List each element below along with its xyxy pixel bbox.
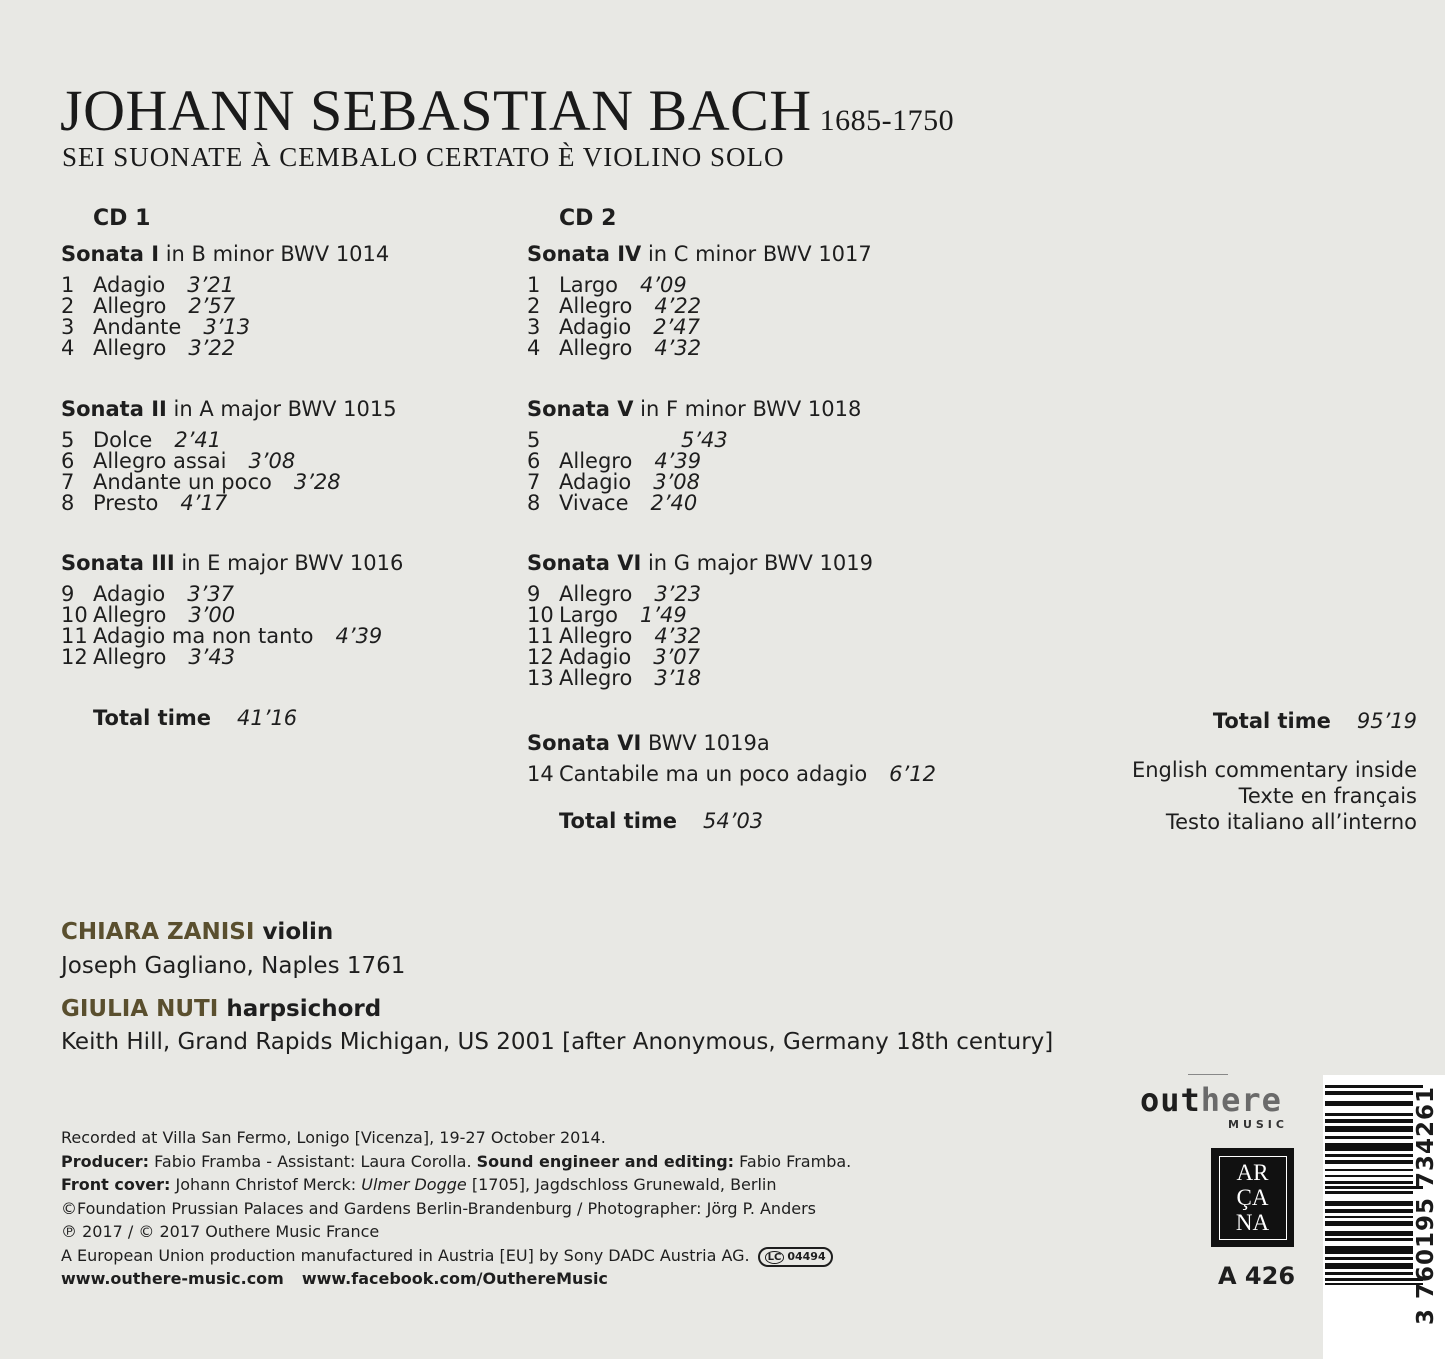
track-number: 4 [527,336,541,360]
track-number: 11 [61,624,88,648]
track-number: 9 [61,582,75,606]
track-duration: 3’13 [203,315,251,339]
track-title: Adagio [559,470,632,494]
credits-block [61,1126,851,1291]
track-title: Allegro [559,449,633,473]
music-label: MUSIC [1228,1118,1288,1131]
arcana-logo [1213,1150,1292,1245]
sound-value: Fabio Framba. [734,1151,852,1171]
logo-line [1188,1074,1228,1075]
track-row [527,296,701,317]
track-row [527,626,701,647]
cover-rest: [1705], Jagdschloss Grunewald, Berlin [466,1175,777,1194]
track-row [527,451,728,472]
track-title: Allegro [93,645,167,669]
track-row [61,605,382,626]
facebook-link[interactable]: www.facebook.com/OuthereMusic [301,1269,608,1288]
track-number: 9 [527,582,541,606]
track-title: Andante un poco [93,470,272,494]
track-row [527,317,701,338]
track-row [61,472,341,493]
track-duration: 2’57 [188,294,236,318]
sonata-name: Sonata VI [527,551,642,575]
track-row [527,275,701,296]
sonata-heading [61,399,397,420]
track-duration: 3’28 [293,470,341,494]
track-row [527,668,701,689]
sonata-detail: in E major BWV 1016 [174,551,404,575]
track-title: Allegro [93,603,167,627]
track-number: 6 [527,449,541,473]
track-title: Presto [93,491,159,515]
instrument-detail: Keith Hill, Grand Rapids Michigan, US 2001 [after Anonymous, Germany 18th century] [61,1029,1054,1055]
sonata-name: Sonata I [61,242,160,266]
track-duration: 4’39 [654,449,702,473]
track-number: 6 [61,449,75,473]
sonata-name: Sonata III [61,551,175,575]
label-code-badge [758,1247,833,1267]
sonata-name: Sonata V [527,397,634,421]
sonata-heading [527,733,770,754]
performer-instrument: violin [262,919,334,945]
barcode [1323,1075,1445,1359]
sonata-detail: in F minor BWV 1018 [633,397,862,421]
track-duration: 3’37 [187,582,234,606]
track-title: Adagio [93,582,166,606]
track-list [61,584,382,668]
track-title: Largo [559,273,619,297]
track-title: Allegro assai [93,449,227,473]
track-number: 2 [61,294,75,318]
track-title: Vivace [559,491,629,515]
track-title: Allegro [93,294,167,318]
track-row [527,493,728,514]
track-duration: 2’47 [653,315,700,339]
track-list [527,275,701,359]
track-duration: 3’43 [188,645,236,669]
track-row [61,338,250,359]
manufacture-line [61,1244,851,1268]
logo-part: out [1140,1081,1201,1119]
total-value: 54’03 [703,809,764,833]
track-title: Allegro [559,666,633,690]
arcana-line: AR [1236,1160,1269,1185]
language-notes [1132,757,1417,835]
track-row [527,430,728,451]
performer-name: CHIARA ZANISI [61,919,255,945]
track-row [61,275,250,296]
producer-line [61,1150,851,1174]
track-list [527,430,728,514]
track-duration: 1’49 [640,603,687,627]
track-title: Adagio [559,645,632,669]
performer-2 [61,998,381,1021]
track-duration: 4’22 [654,294,702,318]
track-title: Adagio [93,273,166,297]
track-row [61,317,250,338]
producer-value: Fabio Framba - Assistant: Laura Corolla. [149,1151,477,1171]
track-number: 2 [527,294,541,318]
track-row [527,764,936,785]
instrument-detail: Joseph Gagliano, Naples 1761 [61,953,406,979]
language-note: English commentary inside [1131,758,1417,782]
track-duration: 3’18 [654,666,702,690]
recording-info: Recorded at Villa San Fermo, Lonigo [Vicenza], 19-27 October 2014. [61,1128,606,1147]
lc-icon: LC [765,1251,785,1264]
cd2-heading: CD 2 [559,206,617,231]
outhere-logo [1140,1081,1282,1119]
track-title: Allegro [559,624,633,648]
track-number: 3 [61,315,75,339]
total-value: 41’16 [237,706,298,730]
cover-artist: Johann Christof Merck: [170,1175,362,1194]
track-title: Allegro [559,294,633,318]
track-title: Allegro [93,336,167,360]
track-duration: 5’43 [681,428,728,452]
logo-part: here [1200,1081,1282,1119]
track-title: Largo [559,603,619,627]
sonata-name: Sonata IV [527,242,642,266]
catalog-number: A 426 [1218,1262,1296,1290]
track-duration: 2’40 [650,491,698,515]
sonata-detail: in A major BWV 1015 [166,397,397,421]
website-link[interactable]: www.outhere-music.com [61,1269,284,1288]
track-duration: 3’22 [188,336,236,360]
total-value: 95’19 [1356,709,1417,733]
track-number: 11 [527,624,554,648]
language-note: Testo italiano all’interno [1165,810,1417,834]
track-duration: 2’41 [174,428,222,452]
track-number: 7 [61,470,75,494]
sonata-detail: in G major BWV 1019 [641,551,873,575]
cd2-total-time [559,811,763,832]
track-number: 12 [527,645,554,669]
track-title: Allegro [559,582,633,606]
track-number: 4 [61,336,75,360]
cd1-total-time [93,708,297,729]
track-row [527,338,701,359]
arcana-line: NA [1235,1210,1270,1235]
track-row [61,430,341,451]
lc-code: 04494 [787,1249,826,1263]
sonata-name: Sonata VI [527,731,642,755]
sonata-heading [527,244,872,265]
track-duration: 4’32 [654,624,702,648]
composer-name: JOHANN SEBASTIAN BACH [60,78,812,143]
track-title: Adagio ma non tanto [93,624,314,648]
track-title: Cantabile ma un poco adagio [559,762,868,786]
track-number: 10 [61,603,88,627]
sonata-heading [527,553,873,574]
track-row [61,626,382,647]
barcode-bars-icon [1325,1083,1425,1298]
track-number: 8 [61,491,75,515]
track-number: 1 [527,273,541,297]
track-number: 14 [527,762,554,786]
track-list [527,584,701,689]
cover-label: Front cover: [61,1175,171,1194]
cover-title: Ulmer Dogge [361,1175,467,1194]
track-list [61,430,341,514]
track-duration: 4’32 [654,336,702,360]
track-duration: 3’07 [653,645,700,669]
track-duration: 3’23 [654,582,702,606]
track-row [61,493,341,514]
track-duration: 6’12 [889,762,936,786]
track-number: 13 [527,666,554,690]
track-row [527,584,701,605]
track-number: 5 [61,428,75,452]
cover-line [61,1173,851,1197]
track-duration: 4’39 [335,624,383,648]
track-title: Dolce [93,428,153,452]
track-row [61,584,382,605]
total-label: Total time [1212,709,1331,733]
total-label: Total time [93,706,212,730]
barcode-number: 3 760195 734261 [1413,1085,1439,1325]
track-list [527,764,936,785]
track-number: 5 [527,428,541,452]
sonata-heading [527,399,861,420]
producer-label: Producer: [61,1151,150,1171]
composer-years: 1685-1750 [819,104,955,137]
track-duration: 4’17 [180,491,228,515]
track-row [61,451,341,472]
sound-label: Sound engineer and editing: [476,1151,735,1171]
track-row [527,605,701,626]
arcana-line: ÇA [1236,1185,1269,1210]
performer-name: GIULIA NUTI [61,996,219,1022]
track-number: 1 [61,273,75,297]
track-list [61,275,250,359]
track-number: 7 [527,470,541,494]
total-label: Total time [559,809,678,833]
links-line [61,1267,851,1291]
sonata-detail: in B minor BWV 1014 [159,242,390,266]
track-title: Allegro [559,336,633,360]
manufacture-text: A European Union production manufactured in Austria [EU] by Sony DADC Austria AG. [61,1245,750,1265]
performer-1 [61,921,333,944]
track-duration: 3’08 [653,470,700,494]
track-title: Adagio [559,315,632,339]
sonata-heading [61,553,403,574]
track-title: Andante [93,315,182,339]
track-row [527,472,728,493]
sonata-heading [61,244,389,265]
sonata-detail: in C minor BWV 1017 [641,242,872,266]
track-duration: 3’00 [188,603,236,627]
track-row [527,647,701,668]
language-note: Texte en français [1238,784,1417,808]
track-title [559,430,659,451]
track-number: 3 [527,315,541,339]
copyright: ℗ 2017 / © 2017 Outhere Music France [61,1222,380,1241]
sonata-name: Sonata II [61,397,167,421]
track-duration: 3’21 [187,273,234,297]
track-duration: 4’09 [640,273,687,297]
performer-instrument: harpsichord [226,996,382,1022]
track-row [61,647,382,668]
track-duration: 3’08 [248,449,296,473]
grand-total-time [1213,711,1417,732]
work-title: SEI SUONATE À CEMBALO CERTATO È VIOLINO SOLO [62,142,785,172]
track-number: 8 [527,491,541,515]
sonata-detail: BWV 1019a [641,731,770,755]
cd1-heading: CD 1 [93,206,151,231]
composer-title [60,78,955,143]
track-number: 12 [61,645,88,669]
photo-credit: ©Foundation Prussian Palaces and Gardens Berlin-Brandenburg / Photographer: Jörg P. Anders [61,1198,816,1218]
track-number: 10 [527,603,554,627]
track-row [61,296,250,317]
